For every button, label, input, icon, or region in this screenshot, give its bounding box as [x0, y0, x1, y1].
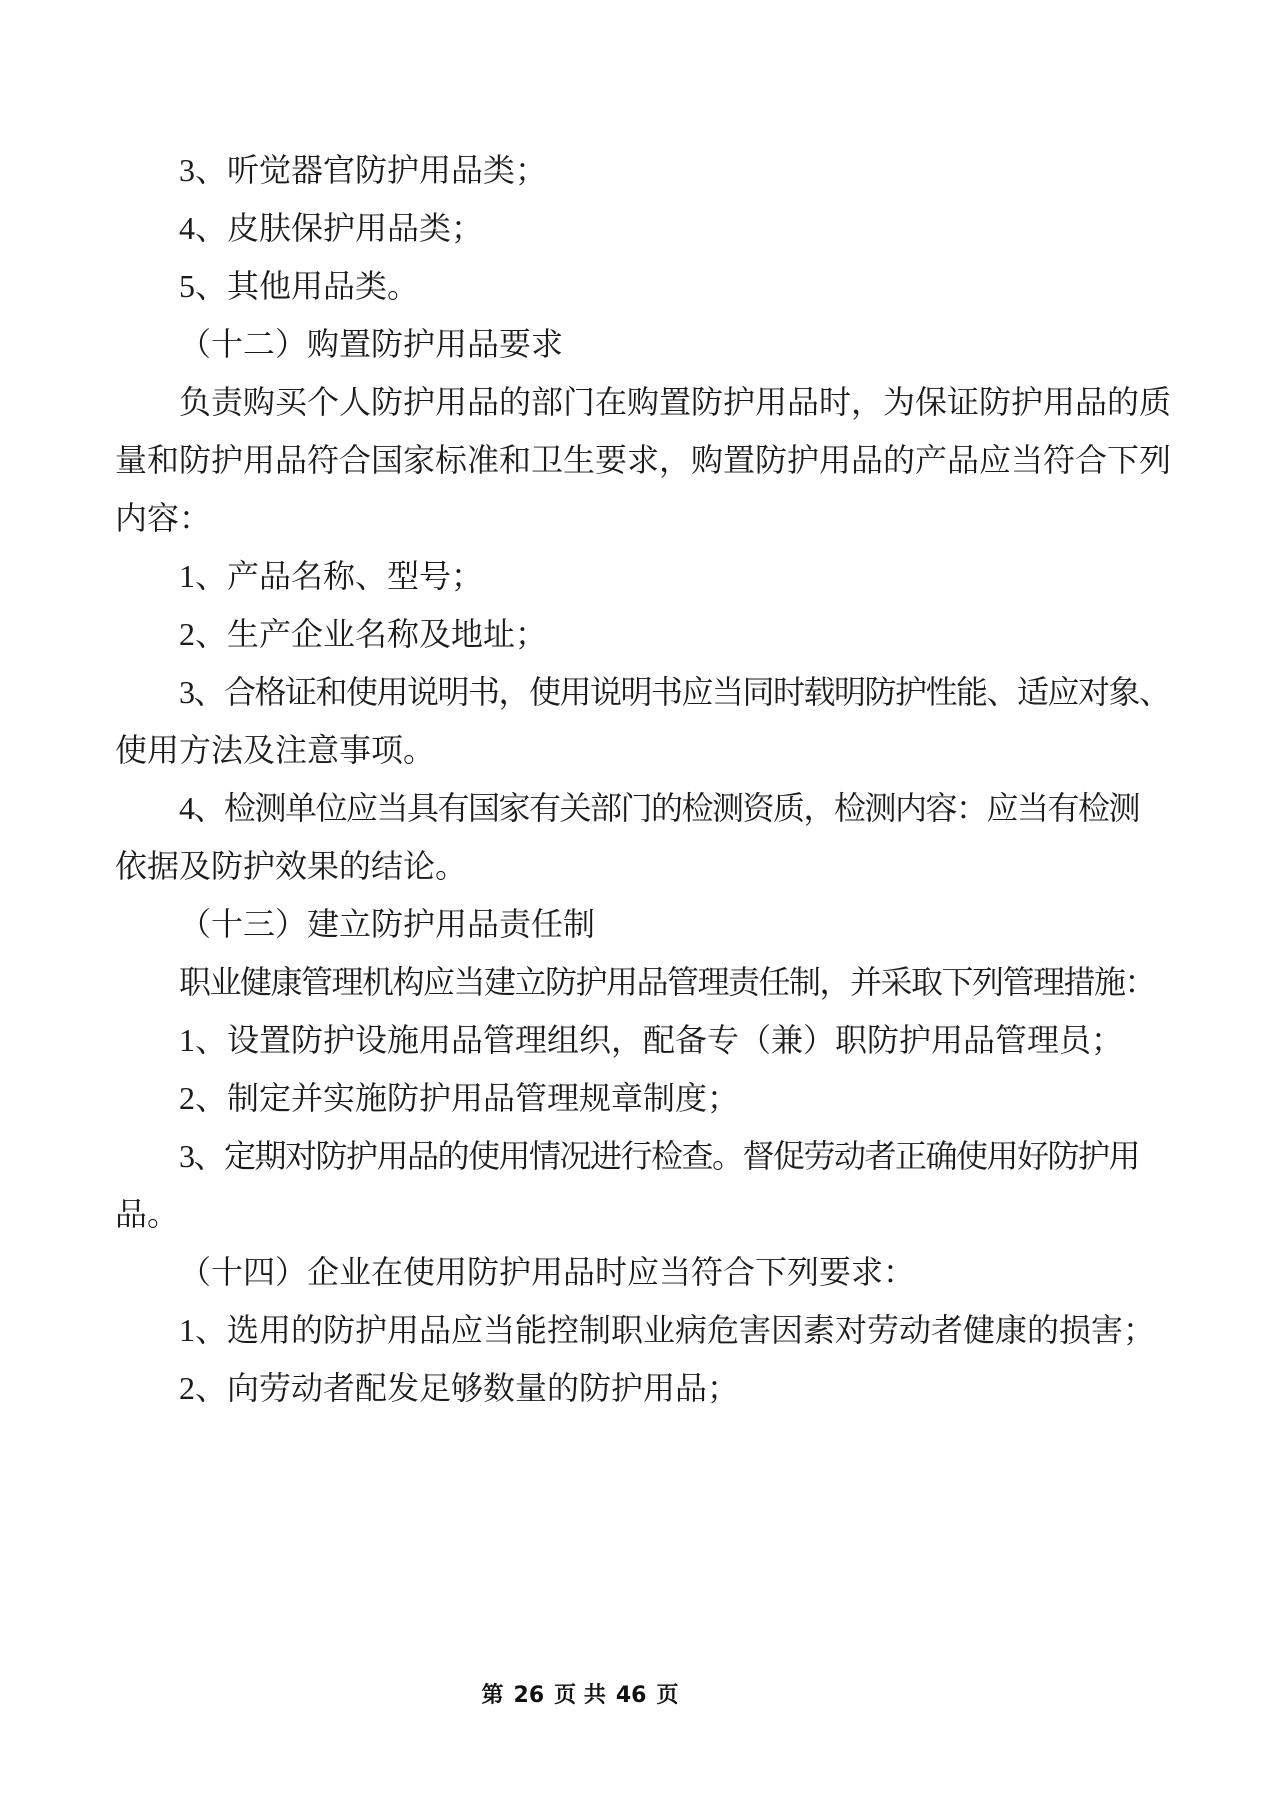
page-footer	[0, 1678, 1160, 1714]
text-line: 2、制定并实施防护用品管理规章制度；	[179, 1080, 740, 1116]
text-line: 2、向劳动者配发足够数量的防护用品；	[179, 1370, 740, 1406]
text-line: 职业健康管理机构应当建立防护用品管理责任制，并采取下列管理措施：	[179, 964, 1156, 1000]
text-line: 3、听觉器官防护用品类；	[179, 152, 548, 188]
footer-total-pages: 46	[615, 1683, 647, 1708]
text-line: （十四）企业在使用防护用品时应当符合下列要求：	[179, 1254, 916, 1290]
text-line: 3、合格证和使用说明书，使用说明书应当同时载明防护性能、适应对象、	[179, 674, 1170, 710]
text-line: 依据及防护效果的结论。	[115, 848, 468, 884]
text-line: 5、其他用品类。	[179, 268, 420, 304]
text-line: 2、生产企业名称及地址；	[179, 616, 548, 652]
text-line: 1、设置防护设施用品管理组织，配备专（兼）职防护用品管理员；	[179, 1022, 1124, 1058]
document-body	[115, 141, 1171, 1417]
text-line: 4、皮肤保护用品类；	[179, 210, 484, 246]
text-line: （十二）购置防护用品要求	[179, 326, 564, 362]
text-line: 1、选用的防护用品应当能控制职业病危害因素对劳动者健康的损害；	[179, 1312, 1156, 1348]
footer-label-suffix: 页	[656, 1683, 679, 1708]
text-line: 1、产品名称、型号；	[179, 558, 484, 594]
text-line: 3、定期对防护用品的使用情况进行检查。督促劳动者正确使用好防护用	[179, 1138, 1140, 1174]
text-line: 负责购买个人防护用品的部门在购置防护用品时，为保证防护用品的质	[179, 384, 1172, 420]
text-line: 4、检测单位应当具有国家有关部门的检测资质，检测内容：应当有检测	[179, 790, 1140, 826]
text-line: 内容：	[115, 500, 212, 536]
footer-label-middle: 页 共	[554, 1683, 606, 1708]
text-line: （十三）建立防护用品责任制	[179, 906, 596, 942]
footer-label-prefix: 第	[481, 1683, 504, 1708]
text-line: 使用方法及注意事项。	[115, 732, 436, 768]
footer-page-number: 26	[513, 1683, 545, 1708]
text-line: 量和防护用品符合国家标准和卫生要求，购置防护用品的产品应当符合下列	[115, 442, 1172, 478]
text-line: 品。	[115, 1196, 180, 1232]
